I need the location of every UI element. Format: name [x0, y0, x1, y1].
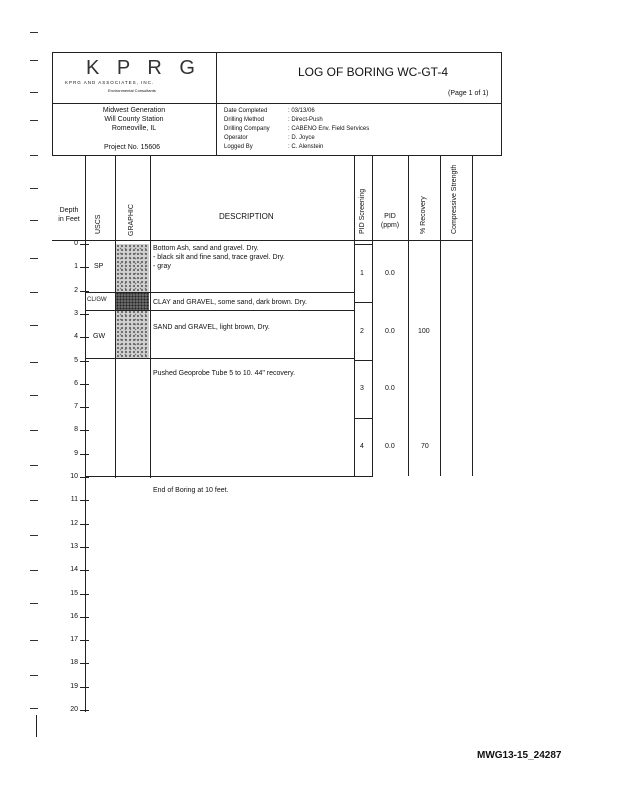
recovery-value: 100 — [418, 328, 430, 335]
uscs-cl-gw: CL/GW — [87, 297, 107, 303]
depth-header: Depth in Feet — [58, 207, 80, 223]
depth-tick — [80, 477, 89, 478]
depth-tick — [80, 570, 89, 571]
depth-label: 7 — [74, 403, 78, 411]
client-location: Romeoville, IL — [111, 125, 157, 132]
left-margin-marks — [0, 0, 40, 800]
graphic-log-ash — [116, 244, 149, 292]
depth-tick — [80, 617, 89, 618]
logo-tagline: KPRG AND ASSOCIATES, INC. — [65, 80, 155, 85]
depth-label: 3 — [74, 309, 78, 317]
client-site: Will County Station — [104, 116, 164, 123]
depth-label: 8 — [74, 426, 78, 434]
depth-label: 13 — [70, 542, 78, 550]
sample-number: 1 — [360, 270, 364, 277]
client-block — [52, 106, 216, 133]
description-line: End of Boring at 10 feet. — [153, 487, 229, 494]
depth-tick — [80, 314, 89, 315]
pid-value: 0.0 — [385, 385, 395, 392]
depth-tick — [80, 710, 89, 711]
depth-tick — [80, 500, 89, 501]
detail-value: : D. Joyce — [288, 135, 315, 141]
depth-tick — [80, 337, 89, 338]
depth-tick — [80, 687, 89, 688]
depth-tick — [80, 663, 89, 664]
depth-label: 15 — [70, 589, 78, 597]
detail-label: Logged By — [224, 144, 253, 150]
depth-label: 11 — [70, 496, 78, 504]
depth-tick — [80, 407, 89, 408]
depth-label: 5 — [74, 356, 78, 364]
description-line: SAND and GRAVEL, light brown, Dry. — [153, 324, 270, 331]
description-line: Pushed Geoprobe Tube 5 to 10. 44" recovery. — [153, 370, 296, 377]
uscs-gw: GW — [93, 333, 106, 340]
description-line: - gray — [153, 263, 171, 270]
description-line: - black silt and fine sand, trace gravel. Dry. — [153, 254, 285, 261]
depth-label: 9 — [74, 449, 78, 457]
pid-value: 0.0 — [385, 328, 395, 335]
uscs-sp: SP — [94, 263, 104, 270]
page-number: (Page 1 of 1) — [448, 90, 489, 97]
sample-number: 4 — [360, 443, 364, 450]
compressive-header: Compressive Strength — [451, 164, 458, 234]
depth-tick — [80, 384, 89, 385]
sample-number: 2 — [360, 328, 364, 335]
depth-label: 17 — [70, 636, 78, 644]
graphic-log-gravel — [116, 310, 149, 358]
depth-tick — [80, 640, 89, 641]
client-name: Midwest Generation — [102, 107, 166, 114]
detail-value: : Direct-Push — [288, 117, 323, 123]
recovery-value: 70 — [421, 443, 429, 450]
depth-tick — [80, 244, 89, 245]
depth-label: 12 — [70, 519, 78, 527]
pid-screening-header: PID Screening — [359, 188, 366, 234]
depth-label: 19 — [70, 682, 78, 690]
page-title: LOG OF BORING WC-GT-4 — [298, 65, 449, 79]
pid-value: 0.0 — [385, 270, 395, 277]
depth-label: 2 — [74, 286, 78, 294]
boring-details — [224, 107, 369, 152]
detail-value: : 03/13/06 — [288, 108, 315, 114]
depth-tick — [80, 361, 89, 362]
document-id: MWG13-15_24287 — [477, 750, 562, 761]
depth-tick — [80, 267, 89, 268]
depth-label: 18 — [70, 659, 78, 667]
sample-number: 3 — [360, 385, 364, 392]
detail-label: Drilling Company — [224, 126, 270, 132]
depth-label: 14 — [70, 566, 78, 574]
depth-tick — [80, 454, 89, 455]
depth-tick — [80, 430, 89, 431]
uscs-header: USCS — [95, 214, 102, 234]
depth-tick — [80, 547, 89, 548]
graphic-log-clay — [116, 292, 149, 310]
pid-value: 0.0 — [385, 443, 395, 450]
depth-label: 1 — [74, 263, 78, 271]
depth-label: 6 — [74, 379, 78, 387]
detail-label: Date Completed — [224, 108, 268, 114]
depth-label: 10 — [70, 473, 78, 480]
description-header: DESCRIPTION — [219, 212, 274, 221]
description-line: Bottom Ash, sand and gravel. Dry. — [153, 245, 259, 252]
depth-tick — [80, 594, 89, 595]
detail-label: Drilling Method — [224, 117, 265, 123]
detail-label: Operator — [224, 135, 248, 141]
depth-label: 4 — [74, 333, 78, 341]
depth-label: 20 — [70, 706, 78, 713]
detail-value: : CABENO Env. Field Services — [288, 126, 370, 132]
recovery-header: % Recovery — [420, 196, 427, 234]
logo-subline: Environmental Consultants — [108, 88, 156, 93]
detail-value: : C. Alenstein — [288, 144, 324, 150]
depth-label: 0 — [74, 240, 78, 247]
description-line: CLAY and GRAVEL, some sand, dark brown. Dry. — [153, 299, 307, 306]
depth-tick — [80, 524, 89, 525]
depth-label: 16 — [70, 612, 78, 620]
logo: K P R G — [86, 57, 201, 79]
pid-ppm-header: PID (ppm) — [380, 213, 400, 229]
project-number: Project No. 15606 — [104, 144, 161, 151]
graphic-header: GRAPHIC — [128, 204, 135, 236]
